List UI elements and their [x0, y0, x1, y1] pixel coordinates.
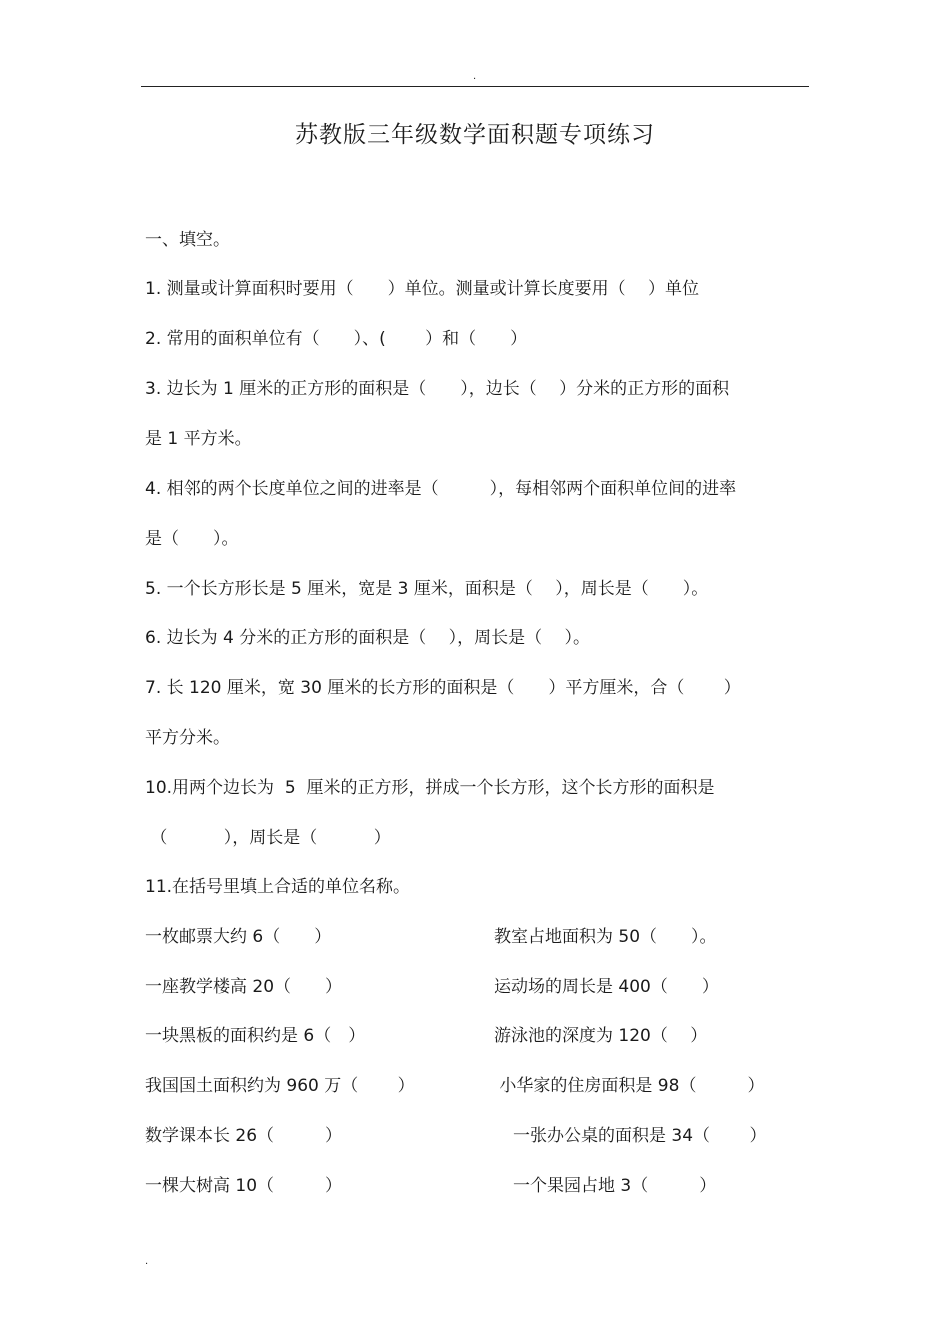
question-line: 是（ ）。 — [145, 529, 239, 549]
unit-item-left: 一座教学楼高 20（ ） — [145, 977, 343, 997]
unit-item-right: 教室占地面积为 50（ ）。 — [494, 927, 717, 947]
question-line: 11.在括号里填上合适的单位名称。 — [145, 877, 411, 897]
unit-item-right: 小华家的住房面积是 98（ ） — [494, 1076, 765, 1096]
header-rule — [141, 86, 809, 87]
unit-item-right: 游泳池的深度为 120（ ） — [494, 1026, 708, 1046]
section-heading: 一、填空。 — [145, 230, 230, 250]
footer-mark: . — [145, 1256, 149, 1267]
page-title: 苏教版三年级数学面积题专项练习 — [295, 122, 655, 148]
question-line: 是 1 平方米。 — [145, 429, 252, 449]
unit-item-left: 数学课本长 26（ ） — [145, 1126, 343, 1146]
question-line: 3. 边长为 1 厘米的正方形的面积是（ ），边长（ ）分米的正方形的面积 — [145, 379, 730, 399]
unit-item-left: 一块黑板的面积约是 6（ ） — [145, 1026, 366, 1046]
header-mark: . — [473, 71, 477, 82]
question-line: 1. 测量或计算面积时要用（ ）单位。测量或计算长度要用（ ）单位 — [145, 279, 700, 299]
question-line: （ ），周长是（ ） — [145, 828, 391, 848]
unit-item-right: 运动场的周长是 400（ ） — [494, 977, 719, 997]
unit-item-left: 一枚邮票大约 6（ ） — [145, 927, 332, 947]
question-line: 10.用两个边长为 5 厘米的正方形，拼成一个长方形，这个长方形的面积是 — [145, 778, 715, 798]
unit-item-right: 一个果园占地 3（ ） — [513, 1176, 717, 1196]
unit-item-left: 一棵大树高 10（ ） — [145, 1176, 343, 1196]
unit-item-right: 一张办公桌的面积是 34（ ） — [513, 1126, 767, 1146]
question-line: 6. 边长为 4 分米的正方形的面积是（ ），周长是（ ）。 — [145, 628, 591, 648]
unit-item-left: 我国国土面积约为 960 万（ ） — [145, 1076, 415, 1096]
question-line: 2. 常用的面积单位有（ ）、( ）和（ ） — [145, 329, 528, 349]
question-line: 7. 长 120 厘米，宽 30 厘米的长方形的面积是（ ）平方厘米，合（ ） — [145, 678, 741, 698]
question-line: 平方分米。 — [145, 728, 230, 748]
question-line: 4. 相邻的两个长度单位之间的进率是（ ），每相邻两个面积单位间的进率 — [145, 479, 737, 499]
question-line: 5. 一个长方形长是 5 厘米，宽是 3 厘米，面积是（ ），周长是（ ）。 — [145, 579, 709, 599]
